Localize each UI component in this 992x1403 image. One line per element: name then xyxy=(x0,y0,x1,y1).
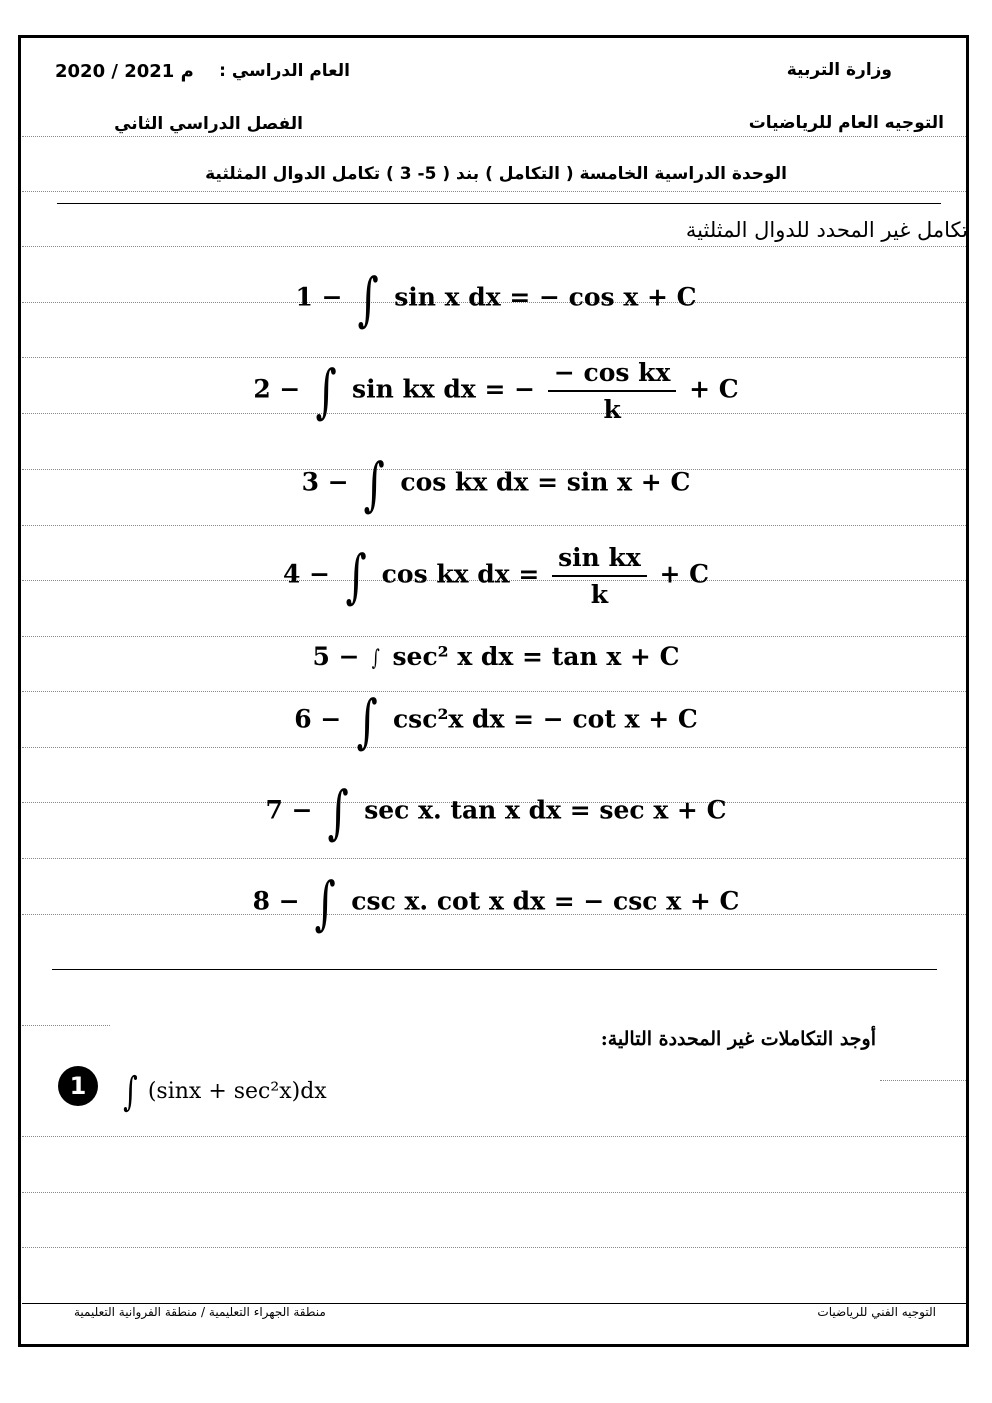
fraction-numerator: sin kx xyxy=(552,543,647,577)
integral-sign: ∫ xyxy=(314,869,337,937)
semester-label: الفصل الدراسي الثاني xyxy=(114,114,303,134)
formula-rhs-pre: = − xyxy=(484,374,536,404)
department-label: التوجيه العام للرياضيات xyxy=(748,113,944,133)
formula-rhs: = − cot x + C xyxy=(513,704,698,734)
formula-rhs: = − csc x + C xyxy=(553,886,740,916)
fraction-denominator: k xyxy=(590,580,609,609)
formula-lhs: csc²x dx xyxy=(392,704,505,734)
formula-rhs-pre: = xyxy=(518,559,540,589)
formula-number: 2 − xyxy=(253,374,301,404)
ruled-line xyxy=(22,1247,966,1248)
formula-rhs-post: + C xyxy=(689,374,739,404)
footer-divider xyxy=(22,1303,966,1304)
formula-lhs: sin x dx xyxy=(394,282,501,312)
integral-sign: ∫ xyxy=(315,357,337,425)
section-divider xyxy=(52,969,937,970)
ruled-line xyxy=(22,1025,110,1026)
ministry-label: وزارة التربية xyxy=(786,60,892,80)
formula-lhs: cos kx dx xyxy=(400,467,529,497)
footer-department: التوجيه الفني للرياضيات xyxy=(817,1305,936,1319)
formula-lhs: sin kx dx xyxy=(352,374,476,404)
formula-number: 7 − xyxy=(265,795,313,825)
formula-1 xyxy=(0,265,992,333)
formula-number: 4 − xyxy=(282,559,331,589)
formula-lhs: csc x. cot x dx xyxy=(351,886,545,916)
integral-sign: ∫ xyxy=(363,450,386,518)
ruled-line xyxy=(22,136,966,137)
ruled-line xyxy=(22,191,966,192)
integral-sign: ∫ xyxy=(372,645,381,671)
formula-number: 6 − xyxy=(294,704,342,734)
unit-title: الوحدة الدراسية الخامسة ( التكامل ) بند ( 5- 3 ) تكامل الدوال المثلثية xyxy=(205,164,787,184)
formula-7 xyxy=(0,778,992,846)
formula-number: 3 − xyxy=(301,467,349,497)
formula-rhs-post: + C xyxy=(659,559,710,589)
fraction xyxy=(548,358,677,424)
integral-sign: ∫ xyxy=(327,778,349,846)
ruled-line xyxy=(880,1080,966,1081)
academic-year-label: العام الدراسي : xyxy=(219,61,350,81)
header-divider xyxy=(57,203,941,204)
fraction-numerator: − cos kx xyxy=(548,358,677,392)
integral-sign: ∫ xyxy=(123,1069,138,1115)
integral-sign: ∫ xyxy=(345,542,367,610)
formula-number: 5 − xyxy=(312,642,360,671)
formula-8 xyxy=(0,869,992,937)
formula-4 xyxy=(0,543,992,609)
formula-lhs: sec² x dx xyxy=(392,642,514,671)
formula-rhs: = sin x + C xyxy=(537,467,691,497)
exercise-prompt: أوجد التكاملات غير المحددة التالية: xyxy=(600,1028,876,1050)
formula-2 xyxy=(0,358,992,424)
formula-number: 8 − xyxy=(252,886,300,916)
formula-3 xyxy=(0,450,992,518)
exercise-number-badge: 1 xyxy=(58,1066,98,1106)
exercise-1-expression xyxy=(120,1069,327,1115)
formula-5 xyxy=(0,642,992,671)
ruled-line xyxy=(22,1136,966,1137)
integral-sign: ∫ xyxy=(357,265,379,333)
ruled-line xyxy=(22,858,966,859)
ruled-line xyxy=(22,636,966,637)
formula-number: 1 − xyxy=(295,282,343,312)
formula-rhs: = − cos x + C xyxy=(509,282,697,312)
academic-year-value: 2020 / 2021 م xyxy=(55,61,194,82)
formula-rhs: = sec x + C xyxy=(569,795,727,825)
fraction xyxy=(552,543,647,609)
formula-rhs: = tan x + C xyxy=(522,642,680,671)
formula-lhs: sec x. tan x dx xyxy=(364,795,562,825)
footer-regions: منطقة الجهراء التعليمية / منطقة الفروانية التعليمية xyxy=(74,1305,326,1319)
ruled-line xyxy=(22,1192,966,1193)
integral-sign: ∫ xyxy=(356,687,378,755)
section-title: تكامل غير المحدد للدوال المثلثية xyxy=(685,218,968,242)
ruled-line xyxy=(22,246,966,247)
formula-lhs: cos kx dx xyxy=(381,559,510,589)
formula-6 xyxy=(0,687,992,755)
exercise-integrand: (sinx + sec²x)dx xyxy=(147,1079,327,1104)
fraction-denominator: k xyxy=(603,395,621,424)
ruled-line xyxy=(22,525,966,526)
